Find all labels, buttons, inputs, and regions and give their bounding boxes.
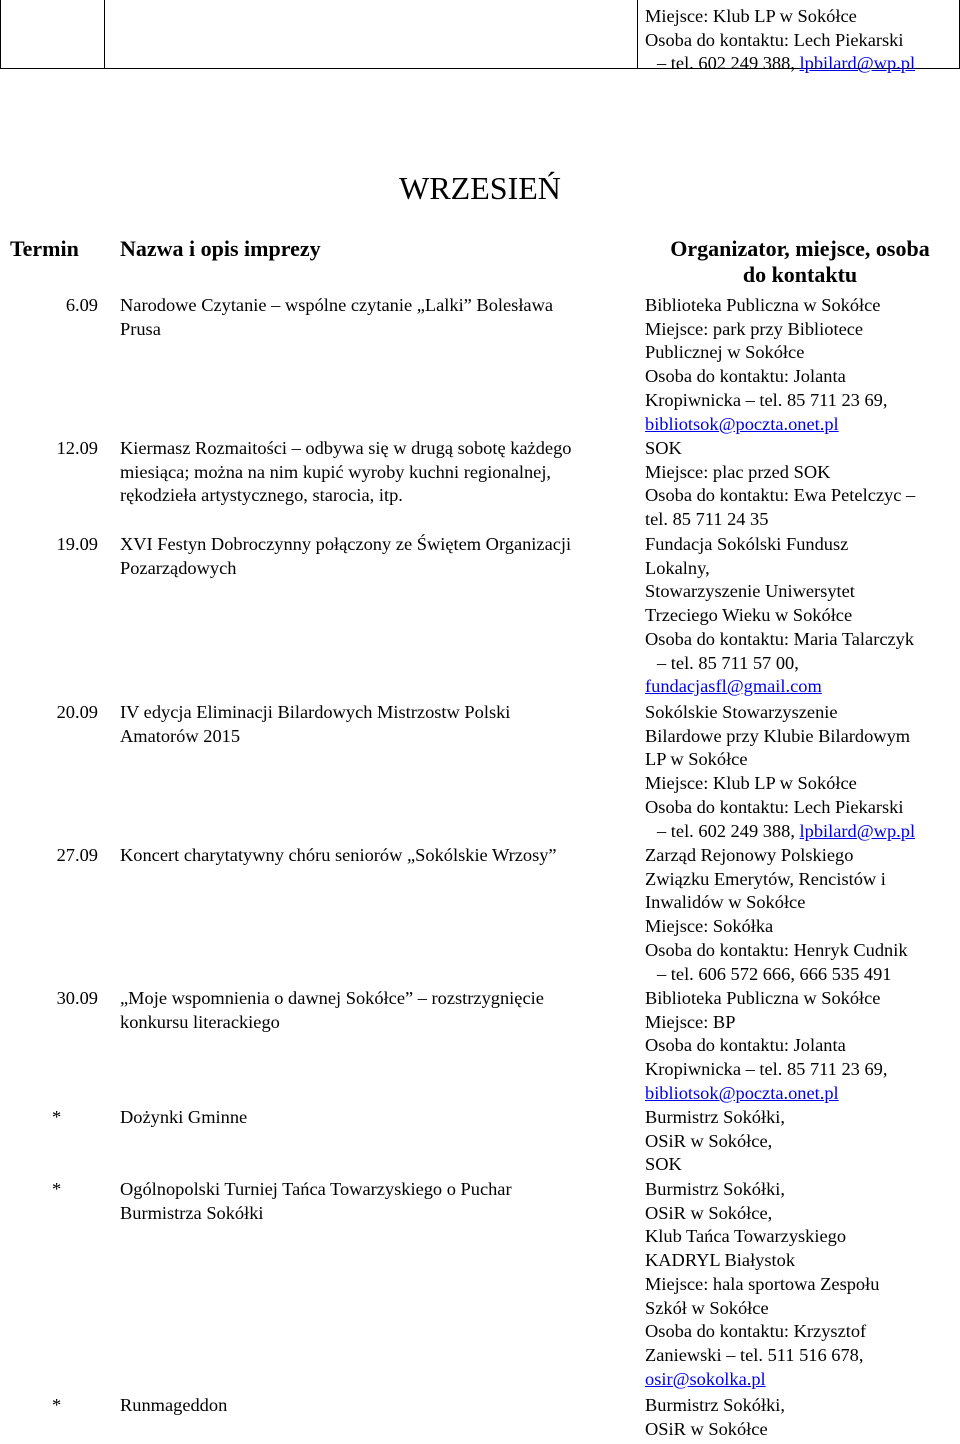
event-name-line: miesiąca; można na nim kupić wyroby kuchni regionalnej, — [120, 461, 552, 482]
event-name-line: Runmageddon — [120, 1395, 228, 1415]
email-link[interactable]: bibliotsok@poczta.onet.pl — [645, 413, 839, 434]
organizer-line: Burmistrz Sokółki, — [645, 1179, 785, 1199]
event-name — [120, 294, 632, 341]
organizer-line: Miejsce: Sokółka — [645, 916, 774, 937]
organizer-line: – tel. 606 572 666, 666 535 491 — [657, 963, 892, 984]
event-name-line: konkursu literackiego — [120, 1011, 280, 1032]
event-organizer — [645, 987, 955, 1106]
event-name-line: Burmistrza Sokółki — [120, 1202, 264, 1223]
organizer-line: Lokalny, — [645, 557, 710, 578]
month-heading: WRZESIEŃ — [399, 170, 561, 206]
email-link[interactable]: osir@sokolka.pl — [645, 1368, 766, 1389]
organizer-line: Osoba do kontaktu: Krzysztof — [645, 1321, 867, 1342]
organizer-line: Osoba do kontaktu: Jolanta — [645, 1035, 846, 1056]
organizer-line: Osoba do kontaktu: Maria Talarczyk — [645, 628, 915, 649]
organizer-line: tel. 85 711 24 35 — [645, 509, 769, 530]
event-organizer — [645, 533, 955, 699]
event-name — [120, 987, 632, 1034]
organizer-line: Miejsce: hala sportowa Zespołu — [645, 1273, 880, 1294]
organizer-line: Bilardowe przy Klubie Bilardowym — [645, 725, 911, 746]
event-date: 20.09 — [56, 702, 98, 722]
organizer-line: Związku Emerytów, Rencistów i — [645, 868, 886, 889]
event-name — [120, 437, 632, 508]
event-name — [120, 1178, 632, 1225]
event-name-line: Kiermasz Rozmaitości – odbywa się w drugą sobotę każdego — [120, 438, 572, 458]
organizer-line: OSiR w Sokółce, — [645, 1130, 773, 1151]
event-name-line: IV edycja Eliminacji Bilardowych Mistrzostw Polski — [120, 702, 511, 722]
organizer-line: LP w Sokółce — [645, 749, 748, 770]
organizer-line: Osoba do kontaktu: Ewa Petelczyc – — [645, 485, 916, 506]
organizer-line: Osoba do kontaktu: Jolanta — [645, 366, 846, 387]
event-organizer — [645, 1394, 955, 1441]
organizer-line: Osoba do kontaktu: Henryk Cudnik — [645, 939, 908, 960]
top-org-cell — [645, 5, 955, 76]
email-link[interactable]: lpbilard@wp.pl — [799, 53, 916, 74]
event-name-line: XVI Festyn Dobroczynny połączony ze Świętem Organizacji — [120, 534, 572, 554]
organizer-line: – tel. 602 249 388, lpbilard@wp.pl — [657, 820, 916, 841]
organizer-line: Zarząd Rejonowy Polskiego — [645, 845, 854, 865]
event-organizer — [645, 701, 955, 843]
event-organizer — [645, 294, 955, 436]
event-name-line: „Moje wspomnienia o dawnej Sokółce” – rozstrzygnięcie — [120, 988, 544, 1008]
event-name-line: Pozarządowych — [120, 557, 237, 578]
organizer-line: Zaniewski – tel. 511 516 678, — [645, 1344, 864, 1365]
event-date: 19.09 — [56, 534, 98, 554]
table-border — [0, 0, 1, 68]
email-link[interactable]: lpbilard@wp.pl — [799, 820, 916, 841]
event-name — [120, 1394, 632, 1418]
organizer-line: Osoba do kontaktu: Lech Piekarski — [645, 796, 904, 817]
event-date: 27.09 — [56, 845, 98, 865]
header-termin: Termin — [10, 236, 79, 261]
header-organizator: Organizator, miejsce, osoba do kontaktu — [670, 236, 930, 287]
event-name-line: Narodowe Czytanie – wspólne czytanie „Lalki” Bolesława — [120, 295, 554, 315]
email-link[interactable]: fundacjasfl@gmail.com — [645, 676, 822, 697]
event-name-line: rękodzieła artystycznego, starocia, itp. — [120, 485, 403, 506]
event-name-line: Ogólnopolski Turniej Tańca Towarzyskiego o Puchar — [120, 1179, 512, 1199]
organizer-line: Miejsce: Klub LP w Sokółce — [645, 773, 857, 794]
organizer-line: Sokólskie Stowarzyszenie — [645, 702, 838, 722]
event-date: * — [52, 1107, 62, 1127]
organizer-line: OSiR w Sokółce, — [645, 1202, 773, 1223]
organizer-line: Kropiwnicka – tel. 85 711 23 69, — [645, 1059, 888, 1080]
organizer-line: SOK — [645, 1154, 682, 1175]
table-border — [637, 0, 638, 68]
table-border — [104, 0, 105, 68]
event-date: * — [52, 1395, 62, 1415]
event-organizer — [645, 437, 955, 532]
organizer-line: Inwalidów w Sokółce — [645, 892, 806, 913]
email-link[interactable]: bibliotsok@poczta.onet.pl — [645, 1082, 839, 1103]
organizer-line: Miejsce: park przy Bibliotece — [645, 318, 864, 339]
organizer-line: Trzeciego Wieku w Sokółce — [645, 605, 853, 626]
organizer-line: – tel. 85 711 57 00, — [657, 652, 799, 673]
event-organizer — [645, 844, 955, 986]
organizer-line: KADRYL Białystok — [645, 1250, 796, 1271]
organizer-line: Publicznej w Sokółce — [645, 342, 805, 363]
org-line: – tel. 602 249 388, lpbilard@wp.pl — [657, 53, 916, 74]
organizer-line: Miejsce: plac przed SOK — [645, 461, 831, 482]
event-date: * — [52, 1179, 62, 1199]
event-name — [120, 701, 632, 748]
organizer-line: Klub Tańca Towarzyskiego — [645, 1226, 847, 1247]
event-date: 6.09 — [65, 295, 98, 315]
event-name-line: Amatorów 2015 — [120, 725, 241, 746]
org-line: Miejsce: Klub LP w Sokółce — [645, 6, 857, 26]
event-organizer — [645, 1106, 955, 1177]
event-date: 12.09 — [56, 438, 98, 458]
organizer-line: Biblioteka Publiczna w Sokółce — [645, 988, 881, 1008]
org-line: Osoba do kontaktu: Lech Piekarski — [645, 29, 904, 50]
header-nazwa: Nazwa i opis imprezy — [120, 236, 321, 261]
organizer-line: OSiR w Sokółce — [645, 1418, 768, 1439]
organizer-line: Kropiwnicka – tel. 85 711 23 69, — [645, 389, 888, 410]
event-name-line: Dożynki Gminne — [120, 1107, 248, 1127]
organizer-line: Burmistrz Sokółki, — [645, 1395, 785, 1415]
organizer-line: Fundacja Sokólski Fundusz — [645, 534, 849, 554]
organizer-line: SOK — [645, 438, 682, 458]
event-name — [120, 533, 632, 580]
event-organizer — [645, 1178, 955, 1391]
organizer-line: Biblioteka Publiczna w Sokółce — [645, 295, 881, 315]
organizer-line: Szkół w Sokółce — [645, 1297, 769, 1318]
event-name-line: Koncert charytatywny chóru seniorów „Sokólskie Wrzosy” — [120, 845, 557, 865]
event-name — [120, 844, 632, 868]
organizer-line: Miejsce: BP — [645, 1011, 736, 1032]
top-table-fragment — [0, 0, 960, 74]
event-date: 30.09 — [56, 988, 98, 1008]
organizer-line: Burmistrz Sokółki, — [645, 1107, 785, 1127]
event-name-line: Prusa — [120, 318, 161, 339]
event-name — [120, 1106, 632, 1130]
organizer-line: Stowarzyszenie Uniwersytet — [645, 581, 855, 602]
